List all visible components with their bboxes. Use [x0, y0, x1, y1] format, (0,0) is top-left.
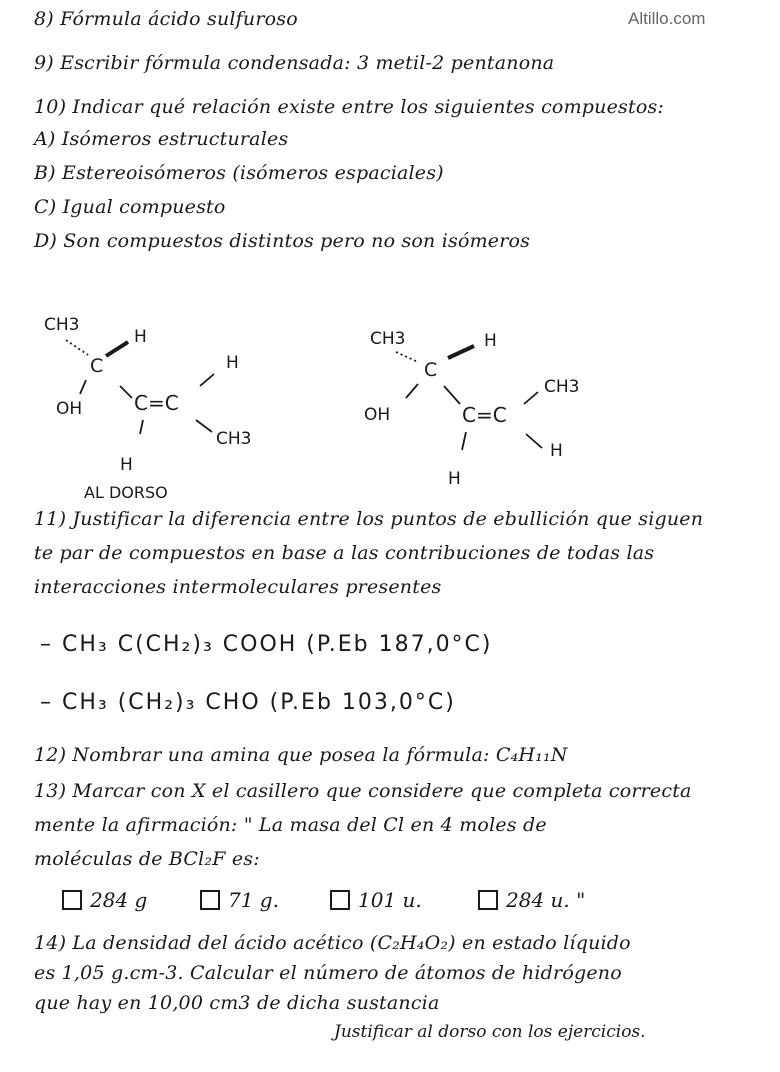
left-h3: H — [120, 455, 133, 475]
left-ch3b: CH3 — [216, 429, 252, 449]
right-h2: H — [550, 441, 563, 461]
watermark: Altillo.com — [628, 9, 706, 28]
option-284u[interactable] — [478, 888, 585, 912]
left-h1: H — [134, 327, 147, 347]
right-c1: C — [424, 359, 438, 381]
option-71g[interactable] — [200, 888, 279, 912]
right-ceqc: C=C — [462, 403, 507, 427]
checkbox-284g[interactable] — [62, 890, 82, 910]
question-10-option-d: D) Son compuestos distintos pero no son isómeros — [34, 230, 531, 252]
question-14-line-2: es 1,05 g.cm-3. Calcular el número de átomos de hidrógeno — [34, 962, 622, 984]
question-11-line-2: te par de compuestos en base a las contribuciones de todas las — [34, 542, 655, 564]
molecule-right — [364, 329, 579, 489]
question-13-line-3: moléculas de BCl₂F es: — [34, 848, 260, 870]
right-oh: OH — [364, 405, 391, 425]
question-11-line-1: 11) Justificar la diferencia entre los puntos de ebullición que siguen — [34, 508, 704, 530]
question-9: 9) Escribir fórmula condensada: 3 metil-2 pentanona — [34, 52, 555, 74]
right-h3: H — [448, 469, 461, 489]
question-10-option-b: B) Estereoisómeros (isómeros espaciales) — [34, 162, 444, 184]
left-h2: H — [226, 353, 239, 373]
compound-2: – CH₃ (CH₂)₃ CHO (P.Eb 103,0°C) — [40, 690, 456, 715]
right-ch3: CH3 — [370, 329, 406, 349]
molecule-diagrams — [0, 300, 780, 520]
question-10-option-a: A) Isómeros estructurales — [34, 128, 289, 150]
question-8: 8) Fórmula ácido sulfuroso — [34, 8, 298, 30]
checkbox-101u[interactable] — [330, 890, 350, 910]
left-c1: C — [90, 355, 104, 377]
checkbox-284u[interactable] — [478, 890, 498, 910]
question-14-line-3: que hay en 10,00 cm3 de dicha sustancia — [34, 992, 440, 1014]
question-13-line-2: mente la afirmación: " La masa del Cl en 4 moles de — [34, 814, 547, 836]
right-h1: H — [484, 331, 497, 351]
question-14-note: Justificar al dorso con los ejercicios. — [334, 1022, 646, 1042]
left-ch3: CH3 — [44, 315, 80, 335]
left-oh: OH — [56, 399, 83, 419]
question-10-option-c: C) Igual compuesto — [34, 196, 226, 218]
question-10-title: 10) Indicar qué relación existe entre los siguientes compuestos: — [34, 96, 665, 118]
right-ch3b: CH3 — [544, 377, 580, 397]
compound-1: – CH₃ C(CH₂)₃ COOH (P.Eb 187,0°C) — [40, 632, 493, 657]
left-ceqc: C=C — [134, 391, 179, 415]
question-12: 12) Nombrar una amina que posea la fórmula: C₄H₁₁N — [34, 744, 568, 766]
al-dorso-note: AL DORSO — [84, 483, 168, 502]
option-284g-label: 284 g — [90, 888, 148, 912]
checkbox-71g[interactable] — [200, 890, 220, 910]
question-14-line-1: 14) La densidad del ácido acético (C₂H₄O₂) en estado líquido — [34, 932, 631, 954]
option-71g-label: 71 g. — [228, 888, 279, 912]
question-11-line-3: interacciones intermoleculares presentes — [34, 576, 442, 598]
option-101u-label: 101 u. — [358, 888, 422, 912]
option-284u-label: 284 u. " — [506, 888, 586, 912]
molecule-left — [44, 315, 251, 475]
option-284g[interactable] — [62, 888, 147, 912]
option-101u[interactable] — [330, 888, 422, 912]
question-13-line-1: 13) Marcar con X el casillero que considere que completa correcta — [34, 780, 692, 802]
